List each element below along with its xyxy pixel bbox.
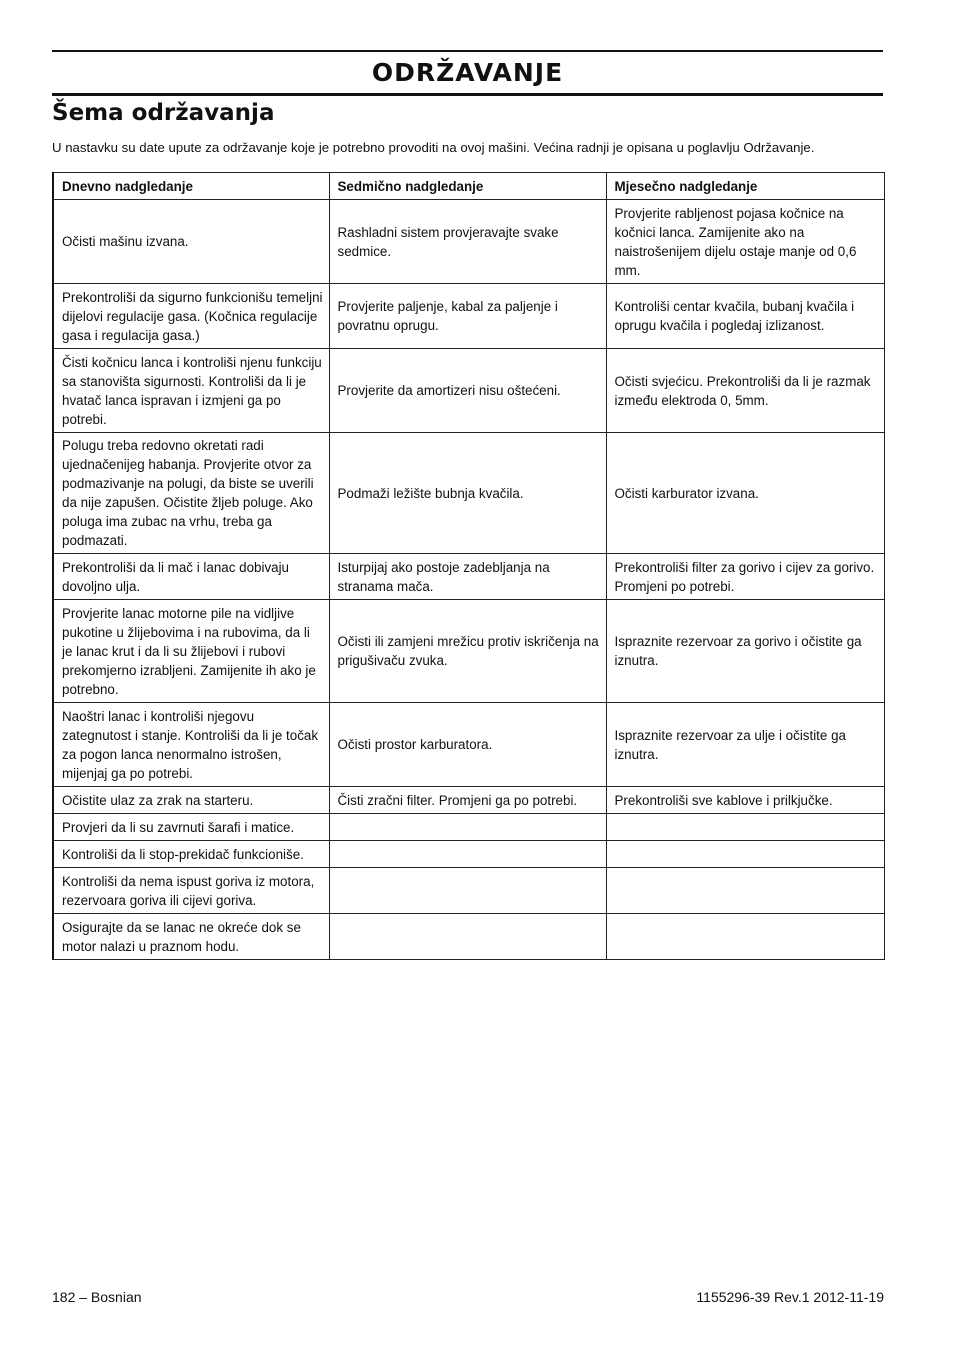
weekly-cell: Isturpijaj ako postoje zadebljanja na stranama mača. — [329, 554, 606, 600]
daily-cell: Kontroliši da li stop-prekidač funkcioniše. — [53, 841, 329, 868]
daily-cell: Naoštri lanac i kontroliši njegovu zategnutost i stanje. Kontroliši da li je točak za pogon lanca nenormalno istrošen, mijenjaj ga po potrebi. — [53, 703, 329, 787]
monthly-cell: Prekontroliši filter za gorivo i cijev za gorivo. Promjeni po potrebi. — [606, 554, 884, 600]
footer-page-number: 182 – Bosnian — [52, 1289, 142, 1305]
table-row — [53, 433, 884, 554]
table-row — [53, 284, 884, 349]
section-title: Šema održavanja — [52, 100, 275, 126]
weekly-cell: Provjerite da amortizeri nisu oštećeni. — [329, 349, 606, 433]
table-row — [53, 868, 884, 914]
daily-cell: Očisti mašinu izvana. — [53, 200, 329, 284]
chapter-header-band — [52, 50, 883, 96]
daily-cell: Provjeri da li su zavrnuti šarafi i matice. — [53, 814, 329, 841]
monthly-cell: Ispraznite rezervoar za gorivo i očistite ga iznutra. — [606, 600, 884, 703]
weekly-cell — [329, 814, 606, 841]
daily-cell: Kontroliši da nema ispust goriva iz motora, rezervoara goriva ili cijevi goriva. — [53, 868, 329, 914]
weekly-cell: Očisti ili zamjeni mrežicu protiv iskričenja na prigušivaču zvuka. — [329, 600, 606, 703]
weekly-cell: Provjerite paljenje, kabal za paljenje i povratnu oprugu. — [329, 284, 606, 349]
table-row — [53, 200, 884, 284]
monthly-cell: Ispraznite rezervoar za ulje i očistite ga iznutra. — [606, 703, 884, 787]
header-weekly: Sedmično nadgledanje — [329, 173, 606, 200]
weekly-cell: Podmaži ležište bubnja kvačila. — [329, 433, 606, 554]
maintenance-schedule-table — [52, 172, 885, 960]
monthly-cell — [606, 814, 884, 841]
header-monthly: Mjesečno nadgledanje — [606, 173, 884, 200]
daily-cell: Čisti kočnicu lanca i kontroliši njenu funkciju sa stanovišta sigurnosti. Kontroliši da li je hvatač lanca ispravan i izmjeni ga po potrebi. — [53, 349, 329, 433]
table-header-row — [53, 173, 884, 200]
weekly-cell — [329, 914, 606, 960]
monthly-cell: Očisti karburator izvana. — [606, 433, 884, 554]
table-row — [53, 600, 884, 703]
daily-cell: Očistite ulaz za zrak na starteru. — [53, 787, 329, 814]
table-row — [53, 787, 884, 814]
chapter-title: ODRŽAVANJE — [371, 58, 564, 87]
weekly-cell — [329, 868, 606, 914]
daily-cell: Prekontroliši da li mač i lanac dobivaju dovoljno ulja. — [53, 554, 329, 600]
monthly-cell: Provjerite rabljenost pojasa kočnice na kočnici lanca. Zamijenite ako na naistrošenijem dijelu ostaje manje od 0,6 mm. — [606, 200, 884, 284]
monthly-cell: Kontroliši centar kvačila, bubanj kvačila i oprugu kvačila i pogledaj izlizanost. — [606, 284, 884, 349]
weekly-cell: Rashladni sistem provjeravajte svake sedmice. — [329, 200, 606, 284]
daily-cell: Polugu treba redovno okretati radi ujednačenijeg habanja. Provjerite otvor za podmazivanje na polugi, da biste se uverili da nije zapušen. Očistite žljeb poluge. Ako poluga ima zubac na vrhu, treba ga podmazati. — [53, 433, 329, 554]
table-row — [53, 554, 884, 600]
weekly-cell: Čisti zračni filter. Promjeni ga po potrebi. — [329, 787, 606, 814]
header-daily: Dnevno nadgledanje — [53, 173, 329, 200]
monthly-cell — [606, 914, 884, 960]
monthly-cell — [606, 841, 884, 868]
daily-cell: Osigurajte da se lanac ne okreće dok se motor nalazi u praznom hodu. — [53, 914, 329, 960]
intro-paragraph: U nastavku su date upute za održavanje koje je potrebno provoditi na ovoj mašini. Većina radnji je opisana u poglavlju Održavanje. — [52, 140, 815, 155]
footer-document-id: 1155296-39 Rev.1 2012-11-19 — [696, 1289, 884, 1305]
table-row — [53, 703, 884, 787]
weekly-cell — [329, 841, 606, 868]
table-row — [53, 349, 884, 433]
monthly-cell — [606, 868, 884, 914]
daily-cell: Prekontroliši da sigurno funkcionišu temeljni dijelovi regulacije gasa. (Kočnica regulacije gasa i regulacija gasa.) — [53, 284, 329, 349]
table-row — [53, 814, 884, 841]
table-row — [53, 914, 884, 960]
weekly-cell: Očisti prostor karburatora. — [329, 703, 606, 787]
monthly-cell: Očisti svjećicu. Prekontroliši da li je razmak između elektroda 0, 5mm. — [606, 349, 884, 433]
table-row — [53, 841, 884, 868]
monthly-cell: Prekontroliši sve kablove i prilkjučke. — [606, 787, 884, 814]
daily-cell: Provjerite lanac motorne pile na vidljive pukotine u žlijebovima i na rubovima, da li je lanac krut i da li su žlijebovi i rubovi prekomjerno izrabljeni. Zamijenite ih ako je potrebno. — [53, 600, 329, 703]
